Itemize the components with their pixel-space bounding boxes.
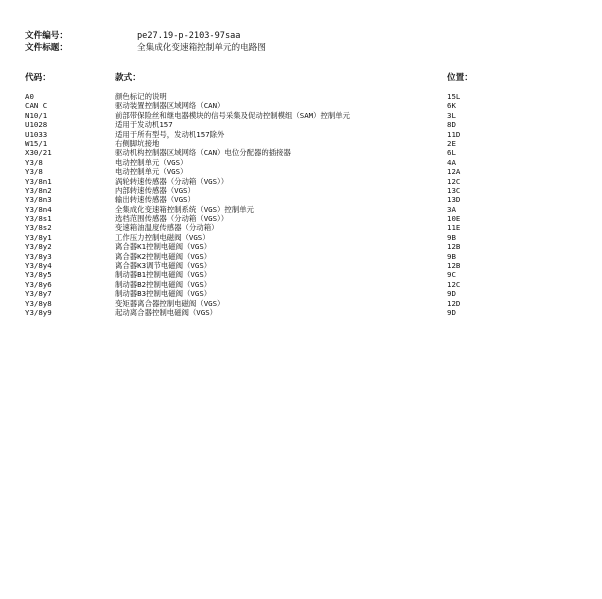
table-row (25, 92, 585, 101)
row-desc: 电动控制单元（VGS） (115, 167, 188, 177)
row-code: W15/1 (25, 138, 48, 148)
table-row (25, 130, 585, 139)
doc-number-label: 文件编号： (25, 31, 68, 41)
row-desc: 离合器K3调节电磁阀（VGS） (115, 261, 212, 271)
row-code: Y3/8n2 (25, 185, 52, 195)
row-position: 6L (447, 148, 456, 158)
row-code: Y3/8s1 (25, 214, 52, 224)
row-position: 2E (447, 138, 456, 148)
row-code: Y3/8y7 (25, 289, 52, 299)
row-position: 9C (447, 270, 456, 280)
doc-number-value: pe27.19-p-2103-97saa (137, 31, 241, 41)
row-position: 12C (447, 279, 461, 289)
row-code: Y3/8y8 (25, 298, 52, 308)
table-row (25, 101, 585, 110)
table-row (25, 120, 585, 129)
table-row (25, 223, 585, 232)
table-row (25, 289, 585, 298)
table-row (25, 167, 585, 176)
row-desc: 制动器B3控制电磁阀（VGS） (115, 289, 212, 299)
row-position: 10E (447, 214, 461, 224)
table-row (25, 139, 585, 148)
row-desc: 前部带保险丝和继电器模块的信号采集及促动控制模组（SAM）控制单元 (115, 110, 351, 120)
row-position: 12B (447, 261, 461, 271)
row-position: 4A (447, 157, 456, 167)
row-code: Y3/8n3 (25, 195, 52, 205)
table-row (25, 214, 585, 223)
row-desc: 制动器B1控制电磁阀（VGS） (115, 270, 212, 280)
header-desc: 款式： (115, 73, 141, 83)
row-desc: 驱动机构控制器区域网络（CAN）电位分配器的插接器 (115, 148, 291, 158)
row-code: Y3/8y2 (25, 242, 52, 252)
row-code: U1033 (25, 129, 48, 139)
row-position: 15L (447, 92, 461, 101)
table-row (25, 270, 585, 279)
table-row (25, 261, 585, 270)
table-row (25, 299, 585, 308)
row-position: 3L (447, 110, 456, 120)
row-desc: 变矩器离合器控制电磁阀（VGS） (115, 298, 225, 308)
row-code: Y3/8y5 (25, 270, 52, 280)
row-desc: 选档范围传感器（分动箱（VGS）） (115, 214, 229, 224)
doc-title-label: 文件标题： (25, 43, 68, 53)
row-code: Y3/8n4 (25, 204, 52, 214)
row-position: 9D (447, 289, 456, 299)
row-code: Y3/8y9 (25, 307, 52, 317)
table-row (25, 158, 585, 167)
row-desc: 驱动装置控制器区域网络（CAN） (115, 101, 225, 111)
row-position: 6K (447, 101, 456, 111)
table-row (25, 242, 585, 251)
table-row (25, 280, 585, 289)
row-desc: 起动离合器控制电磁阀（VGS） (115, 307, 218, 317)
row-code: X30/21 (25, 148, 52, 158)
component-table (25, 92, 585, 317)
row-position: 9B (447, 251, 456, 261)
table-row (25, 148, 585, 157)
row-desc: 离合器K2控制电磁阀（VGS） (115, 251, 212, 261)
table-row (25, 195, 585, 204)
table-row (25, 186, 585, 195)
row-position: 12D (447, 298, 461, 308)
row-position: 12A (447, 167, 461, 177)
row-desc: 输出转速传感器（VGS） (115, 195, 195, 205)
table-row (25, 252, 585, 261)
table-row (25, 233, 585, 242)
row-code: Y3/8 (25, 167, 43, 177)
row-code: Y3/8y6 (25, 279, 52, 289)
row-desc: 适用于发动机157 (115, 120, 173, 130)
table-row (25, 177, 585, 186)
row-code: Y3/8y1 (25, 232, 52, 242)
row-position: 12C (447, 176, 461, 186)
row-desc: 全集成化变速箱控制系统（VGS）控制单元 (115, 204, 254, 214)
row-position: 3A (447, 204, 456, 214)
row-position: 9B (447, 232, 456, 242)
header-code: 代码： (25, 73, 51, 83)
table-row (25, 205, 585, 214)
row-desc: 电动控制单元（VGS） (115, 157, 188, 167)
table-row (25, 111, 585, 120)
row-desc: 涡轮转速传感器（分动箱（VGS）） (115, 176, 229, 186)
row-desc: 工作压力控制电磁阀（VGS） (115, 232, 210, 242)
row-code: Y3/8y3 (25, 251, 52, 261)
row-code: Y3/8y4 (25, 261, 52, 271)
row-desc: 制动器B2控制电磁阀（VGS） (115, 279, 212, 289)
row-desc: 右侧脚坑接地 (115, 138, 160, 148)
row-position: 9D (447, 307, 456, 317)
row-position: 13C (447, 185, 461, 195)
row-code: U1028 (25, 120, 48, 130)
row-position: 13D (447, 195, 461, 205)
row-position: 11E (447, 223, 461, 233)
row-position: 12B (447, 242, 461, 252)
table-row (25, 308, 585, 317)
row-desc: 颜色标记的说明 (115, 92, 167, 101)
table-header (25, 72, 585, 84)
row-code: N10/1 (25, 110, 48, 120)
row-desc: 变速箱油温度传感器（分动箱） (115, 223, 219, 233)
row-code: Y3/8s2 (25, 223, 52, 233)
header-position: 位置： (447, 73, 473, 83)
row-code: A0 (25, 92, 34, 101)
row-code: Y3/8n1 (25, 176, 52, 186)
row-desc: 内部转速传感器（VGS） (115, 185, 195, 195)
row-code: CAN C (25, 101, 48, 111)
row-desc: 适用于所有型号，发动机157除外 (115, 129, 225, 139)
row-desc: 离合器K1控制电磁阀（VGS） (115, 242, 212, 252)
row-position: 11D (447, 129, 461, 139)
row-code: Y3/8 (25, 157, 43, 167)
doc-title-value: 全集成化变速箱控制单元的电路图 (137, 43, 266, 53)
row-position: 8D (447, 120, 456, 130)
